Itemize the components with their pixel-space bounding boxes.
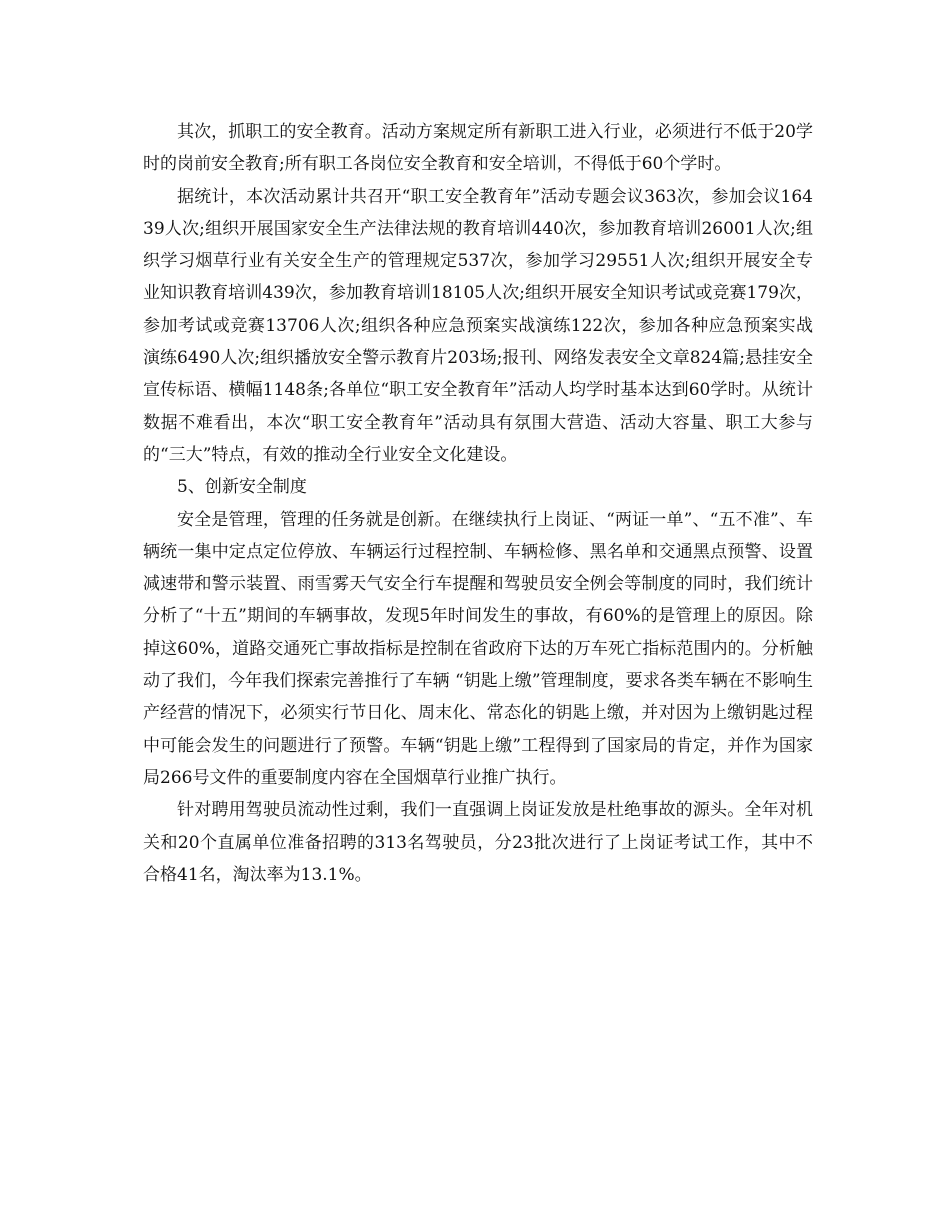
paragraph-key-handover-system: 安全是管理，管理的任务就是创新。在继续执行上岗证、“两证一单”、“五不准”、车辆统一集中定点定位停放、车辆运行过程控制、车辆检修、黑名单和交通黑点预警、设置减速带和警示装置、雨雪雾天气安全行车提醒和驾驶员安全例会等制度的同时，我们统计分析了“十五”期间的车辆事故，发现5年时间发生的事故，有60%的是管理上的原因。除掉这60%，道路交通死亡事故指标是控制在省政府下达的万车死亡指标范围内的。分析触动了我们，今年我们探索完善推行了车辆 “钥匙上缴”管理制度，要求各类车辆在不影响生产经营的情况下，必须实行节日化、周末化、常态化的钥匙上缴，并对因为上缴钥匙过程中可能会发生的问题进行了预警。车辆“钥匙上缴”工程得到了国家局的肯定，并作为国家局266号文件的重要制度内容在全国烟草行业推广执行。 — [143, 509, 813, 788]
section-heading-innovate-safety-system: 5、创新安全制度 — [177, 477, 307, 498]
document-body — [143, 116, 813, 891]
paragraph-statistics: 据统计，本次活动累计共召开“职工安全教育年”活动专题会议363次，参加会议16439人次;组织开展国家安全生产法律法规的教育培训440次，参加教育培训26001人次;组织学习烟草行业有关安全生产的管理规定537次，参加学习29551人次;组织开展安全专业知识教育培训439次，参加教育培训18105人次;组织开展安全知识考试或竞赛179次，参加考试或竞赛13706人次;组织各种应急预案实战演练122次，参加各种应急预案实战演练6490人次;组织播放安全警示教育片203场;报刊、网络发表安全文章824篇;悬挂安全宣传标语、横幅1148条;各单位“职工安全教育年”活动人均学时基本达到60学时。从统计数据不难看出，本次“职工安全教育年”活动具有氛围大营造、活动大容量、职工大参与的“三大”特点，有效的推动全行业安全文化建设。 — [143, 186, 813, 465]
paragraph-driver-certification: 针对聘用驾驶员流动性过剩，我们一直强调上岗证发放是杜绝事故的源头。全年对机关和20个直属单位准备招聘的313名驾驶员，分23批次进行了上岗证考试工作，其中不合格41名，淘汰率为13.1%。 — [143, 800, 813, 885]
paragraph-safety-education: 其次，抓职工的安全教育。活动方案规定所有新职工进入行业，必须进行不低于20学时的岗前安全教育;所有职工各岗位安全教育和安全培训，不得低于60个学时。 — [143, 122, 813, 175]
